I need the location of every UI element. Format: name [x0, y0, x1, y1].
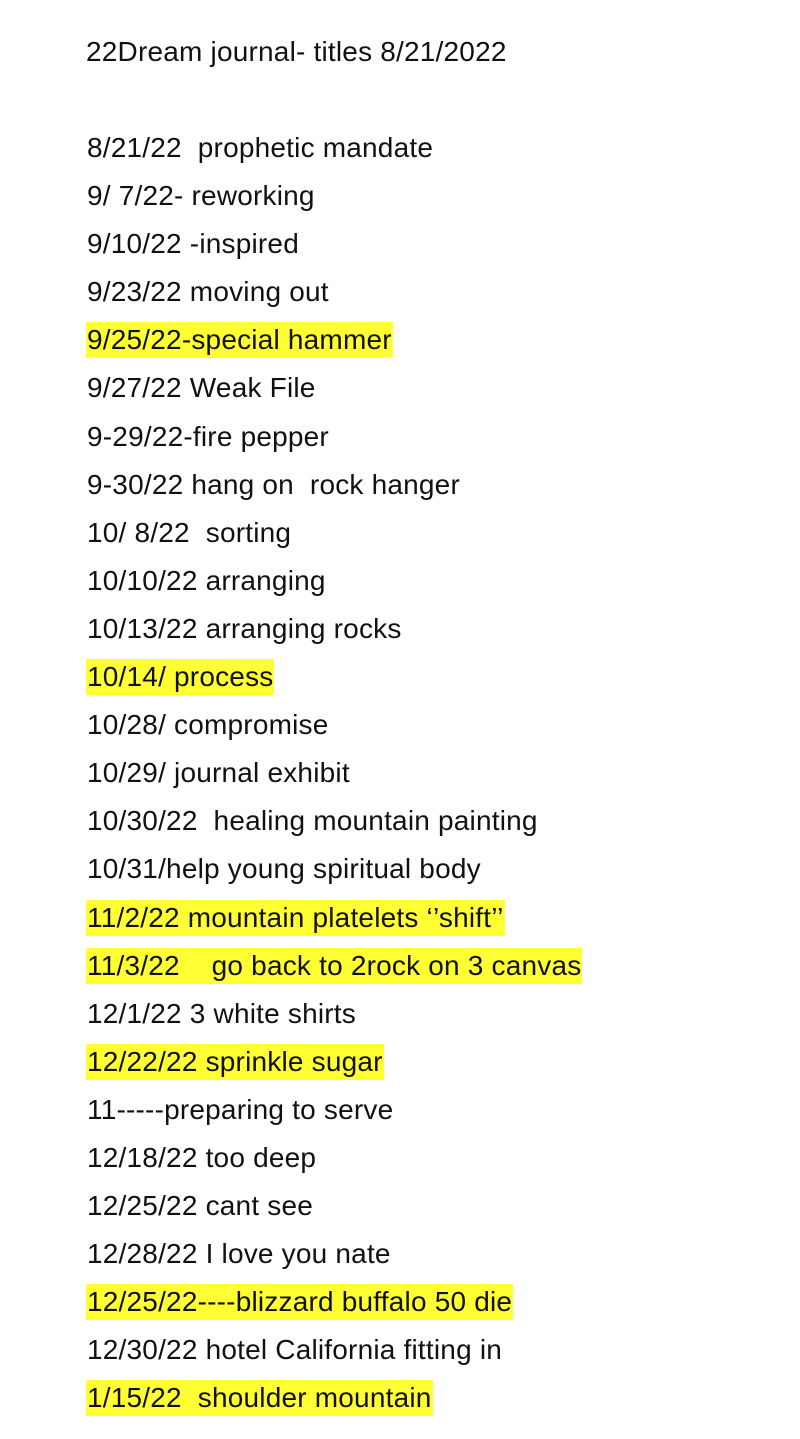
- list-item: [86, 130, 582, 178]
- list-item: [86, 178, 582, 226]
- entry-text: 11/2/22 mountain platelets ‘’shift’’: [86, 900, 505, 936]
- entry-text: 11/3/22 go back to 2rock on 3 canvas: [86, 948, 582, 984]
- entry-text: 9-30/22 hang on rock hanger: [87, 468, 460, 500]
- entry-text: 11-----preparing to serve: [87, 1093, 394, 1125]
- entry-text: 10/13/22 arranging rocks: [87, 612, 402, 644]
- highlighted-list-item: [86, 1284, 582, 1332]
- entry-text: 9/27/22 Weak File: [87, 372, 316, 404]
- list-item: [86, 1188, 582, 1236]
- list-item: [86, 515, 582, 563]
- entry-text: 9/25/22-special hammer: [86, 322, 393, 358]
- entry-text: 12/30/22 hotel California fitting in: [87, 1334, 503, 1366]
- document-title: 22Dream journal- titles 8/21/2022: [86, 36, 507, 67]
- list-item: [86, 226, 582, 274]
- entry-text: 10/29/ journal exhibit: [87, 757, 350, 789]
- list-item: [86, 274, 582, 322]
- entry-text: 12/22/22 sprinkle sugar: [86, 1044, 384, 1080]
- list-item: [86, 611, 582, 659]
- highlighted-list-item: [86, 659, 582, 707]
- list-item: [86, 1092, 582, 1140]
- highlighted-list-item: [86, 900, 582, 948]
- highlighted-list-item: [86, 1380, 582, 1428]
- list-item: [86, 563, 582, 611]
- list-item: [86, 1332, 582, 1380]
- highlighted-list-item: [86, 948, 582, 996]
- entry-text: 8/21/22 prophetic mandate: [87, 132, 434, 163]
- list-item: [86, 851, 582, 899]
- entry-text: 10/ 8/22 sorting: [87, 516, 292, 548]
- list-item: [86, 755, 582, 803]
- entry-text: 12/25/22 cant see: [87, 1190, 314, 1222]
- entry-text: 12/28/22 I love you nate: [87, 1238, 391, 1270]
- entry-text: 1/15/22 shoulder mountain: [86, 1380, 433, 1416]
- list-item: [86, 707, 582, 755]
- entry-text: 9-29/22-fire pepper: [87, 420, 329, 452]
- list-item: [86, 419, 582, 467]
- entry-text: 10/28/ compromise: [87, 709, 329, 741]
- entry-text: 9/23/22 moving out: [87, 276, 329, 308]
- entry-text: 10/14/ process: [86, 659, 274, 695]
- entry-text: 12/25/22----blizzard buffalo 50 die: [86, 1284, 513, 1320]
- list-item: [86, 370, 582, 418]
- entry-text: 9/10/22 -inspired: [87, 228, 299, 260]
- entry-text: 10/30/22 healing mountain painting: [87, 805, 538, 837]
- list-item: [86, 803, 582, 851]
- entry-text: 10/10/22 arranging: [87, 564, 326, 596]
- entry-text: 12/1/22 3 white shirts: [87, 997, 356, 1029]
- entry-text: 10/31/help young spiritual body: [87, 853, 481, 885]
- entries-list: [86, 130, 582, 1429]
- entry-text: 9/ 7/22- reworking: [87, 180, 315, 212]
- list-item: [86, 1140, 582, 1188]
- list-item: [86, 996, 582, 1044]
- list-item: [86, 467, 582, 515]
- highlighted-list-item: [86, 1044, 582, 1092]
- highlighted-list-item: [86, 322, 582, 370]
- entry-text: 12/18/22 too deep: [87, 1141, 317, 1173]
- list-item: [86, 1236, 582, 1284]
